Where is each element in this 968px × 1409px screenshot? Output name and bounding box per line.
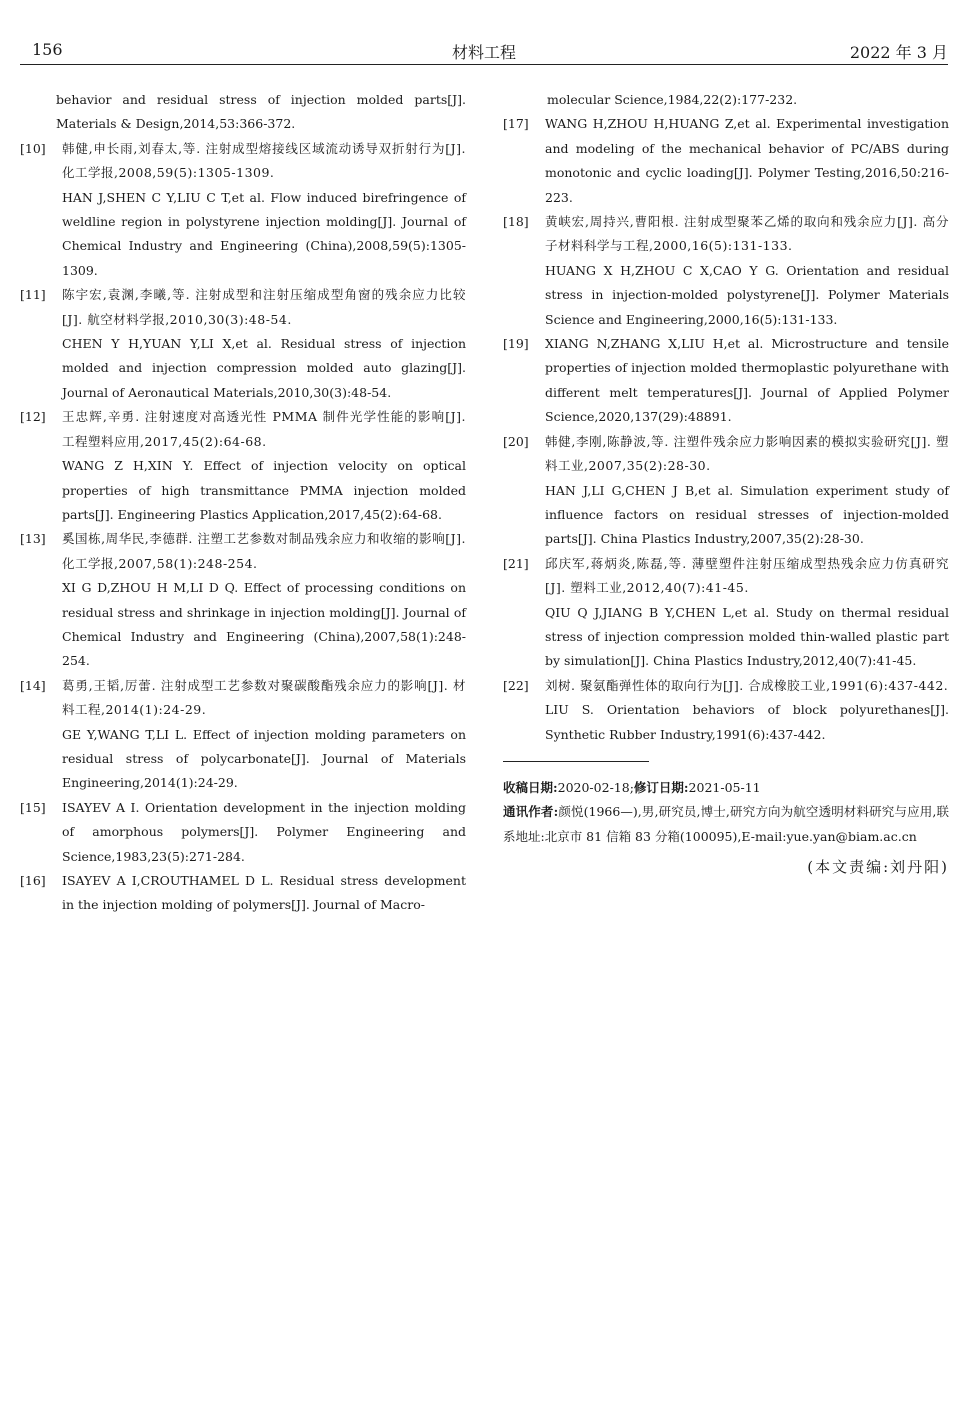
- reference-english: QIU Q J,JIANG B Y,CHEN L,et al. Study on thermal residual stress of injection compression molded thin-walled plastic part by simulation[J]. China Plastics Industry,2012,40(7):41-45.: [545, 604, 949, 669]
- reference-number: [13]: [20, 531, 46, 547]
- reference-number: [19]: [503, 336, 529, 352]
- reference-14: [20, 674, 466, 796]
- reference-english: XIANG N,ZHANG X,LIU H,et al. Microstructure and tensile properties of injection molded thermoplastic polyurethane with different melt temperatures[J]. Journal of Applied Polymer Science,2020,137(29):48891.: [545, 336, 949, 425]
- reference-chinese: 王忠辉,辛勇. 注射速度对高透光性 PMMA 制件光学性能的影响[J]. 工程塑料应用,2017,45(2):64-68.: [62, 409, 466, 449]
- reference-english: LIU S. Orientation behaviors of block polyurethanes[J]. Synthetic Rubber Industry,1991(6):437-442.: [545, 702, 949, 742]
- revised-label: 修订日期:: [633, 779, 689, 795]
- corresponding-author: [503, 800, 949, 849]
- reference-number: [17]: [503, 116, 529, 132]
- corresponding-label: 通讯作者:: [503, 804, 559, 820]
- reference-chinese: 陈宇宏,袁渊,李曦,等. 注射成型和注射压缩成型角窗的残余应力比较[J]. 航空材料学报,2010,30(3):48-54.: [62, 287, 466, 327]
- page-header: [20, 38, 948, 65]
- reference-chinese: 邱庆军,蒋炳炎,陈磊,等. 薄壁塑件注射压缩成型热残余应力仿真研究[J]. 塑料工业,2012,40(7):41-45.: [545, 555, 949, 596]
- reference-number: [14]: [20, 677, 46, 693]
- right-column: [503, 88, 949, 880]
- reference-number: [21]: [503, 555, 529, 571]
- reference-english: XI G D,ZHOU H M,LI D Q. Effect of processing conditions on residual stress and shrinkage in injection molding[J]. Journal of Chemical Industry and Engineering (China),2007,58(1):248-254.: [62, 580, 466, 669]
- reference-english: HAN J,SHEN C Y,LIU C T,et al. Flow induced birefringence of weldline region in polystyrene injection molding[J]. Journal of Chemical Industry and Engineering (China),2008,59(5):1305-1309.: [62, 189, 466, 278]
- issue-date: 2022 年 3 月: [849, 43, 948, 62]
- reference-chinese: 黄峡宏,周持兴,曹阳根. 注射成型聚苯乙烯的取向和残余应力[J]. 高分子材料科学与工程,2000,16(5):131-133.: [545, 214, 949, 254]
- reference-10: [20, 137, 466, 283]
- reference-number: [15]: [20, 799, 46, 815]
- received-label: 收稿日期:: [503, 779, 558, 795]
- reference-english: ISAYEV A I. Orientation development in the injection molding of amorphous polymers[J]. Polymer Engineering and Science,1983,23(5):271-284.: [62, 799, 466, 864]
- received-date: 2020-02-18;: [557, 779, 634, 795]
- reference-number: [18]: [503, 214, 529, 230]
- reference-number: [11]: [20, 287, 46, 303]
- corresponding-text: 颜悦(1966—),男,研究员,博士,研究方向为航空透明材料研究与应用,联系地址:北京市 81 信箱 83 分箱(100095),E-mail:yue.yan@biam.ac.cn: [503, 804, 949, 844]
- article-metadata: [503, 776, 949, 849]
- reference-english: ISAYEV A I,CROUTHAMEL D L. Residual stress development in the injection molding of polymers[J]. Journal of Macro-: [62, 873, 466, 913]
- reference-english: WANG H,ZHOU H,HUANG Z,et al. Experimental investigation and modeling of the mechanical behavior of PC/ABS during monotonic and cyclic loading[J]. Polymer Testing,2016,50:216-223.: [545, 116, 949, 205]
- reference-17: [503, 112, 949, 210]
- footnote-divider: [503, 761, 649, 762]
- reference-21: [503, 552, 949, 674]
- dates-line: [503, 776, 949, 800]
- reference-chinese: 刘树. 聚氨酯弹性体的取向行为[J]. 合成橡胶工业,1991(6):437-442.: [545, 677, 949, 693]
- reference-continuation: molecular Science,1984,22(2):177-232.: [547, 92, 798, 107]
- reference-number: [10]: [20, 140, 46, 156]
- reference-english: CHEN Y H,YUAN Y,LI X,et al. Residual stress of injection molded and injection compression molded auto glazing[J]. Journal of Aeronautical Materials,2010,30(3):48-54.: [62, 336, 466, 400]
- reference-11: [20, 283, 466, 405]
- reference-continuation: behavior and residual stress of injection molded parts[J]. Materials & Design,2014,53:366-372.: [56, 92, 466, 132]
- reference-19: [503, 332, 949, 430]
- page-number: 156: [32, 40, 63, 59]
- reference-chinese: 韩健,李刚,陈静波,等. 注塑件残余应力影响因素的模拟实验研究[J]. 塑料工业,2007,35(2):28-30.: [545, 433, 949, 474]
- reference-20: [503, 430, 949, 552]
- reference-22: [503, 674, 949, 747]
- reference-number: [20]: [503, 433, 529, 449]
- revised-date: 2021-05-11: [688, 779, 761, 795]
- reference-chinese: 奚国栋,周华民,李德群. 注塑工艺参数对制品残余应力和收缩的影响[J]. 化工学报,2007,58(1):248-254.: [62, 531, 466, 571]
- reference-18: [503, 210, 949, 332]
- reference-number: [12]: [20, 409, 46, 425]
- reference-12: [20, 405, 466, 527]
- reference-english: WANG Z H,XIN Y. Effect of injection velocity on optical properties of high transmittance PMMA injection molded parts[J]. Engineering Plastics Application,2017,45(2):64-68.: [62, 458, 466, 522]
- journal-title: 材料工程: [451, 43, 516, 62]
- reference-13: [20, 527, 466, 673]
- left-column: [20, 88, 466, 918]
- reference-chinese: 韩健,申长雨,刘春太,等. 注射成型熔接线区域流动诱导双折射行为[J]. 化工学报,2008,59(5):1305-1309.: [62, 140, 466, 181]
- reference-english: HAN J,LI G,CHEN J B,et al. Simulation experiment study of influence factors on residual stresses of injection-molded parts[J]. China Plastics Industry,2007,35(2):28-30.: [545, 482, 949, 547]
- editor-note: (本文责编:刘丹阳): [807, 858, 949, 877]
- reference-english: HUANG X H,ZHOU C X,CAO Y G. Orientation and residual stress in injection-molded polystyrene[J]. Polymer Materials Science and Engineering,2000,16(5):131-133.: [545, 262, 949, 327]
- reference-number: [16]: [20, 873, 46, 888]
- reference-15: [20, 796, 466, 869]
- reference-chinese: 葛勇,王韬,厉蕾. 注射成型工艺参数对聚碳酸酯残余应力的影响[J]. 材料工程,2014(1):24-29.: [62, 677, 466, 718]
- reference-english: GE Y,WANG T,LI L. Effect of injection molding parameters on residual stress of polycarbonate[J]. Journal of Materials Engineering,2014(1):24-29.: [62, 726, 466, 791]
- reference-number: [22]: [503, 677, 529, 693]
- reference-16: [20, 869, 466, 918]
